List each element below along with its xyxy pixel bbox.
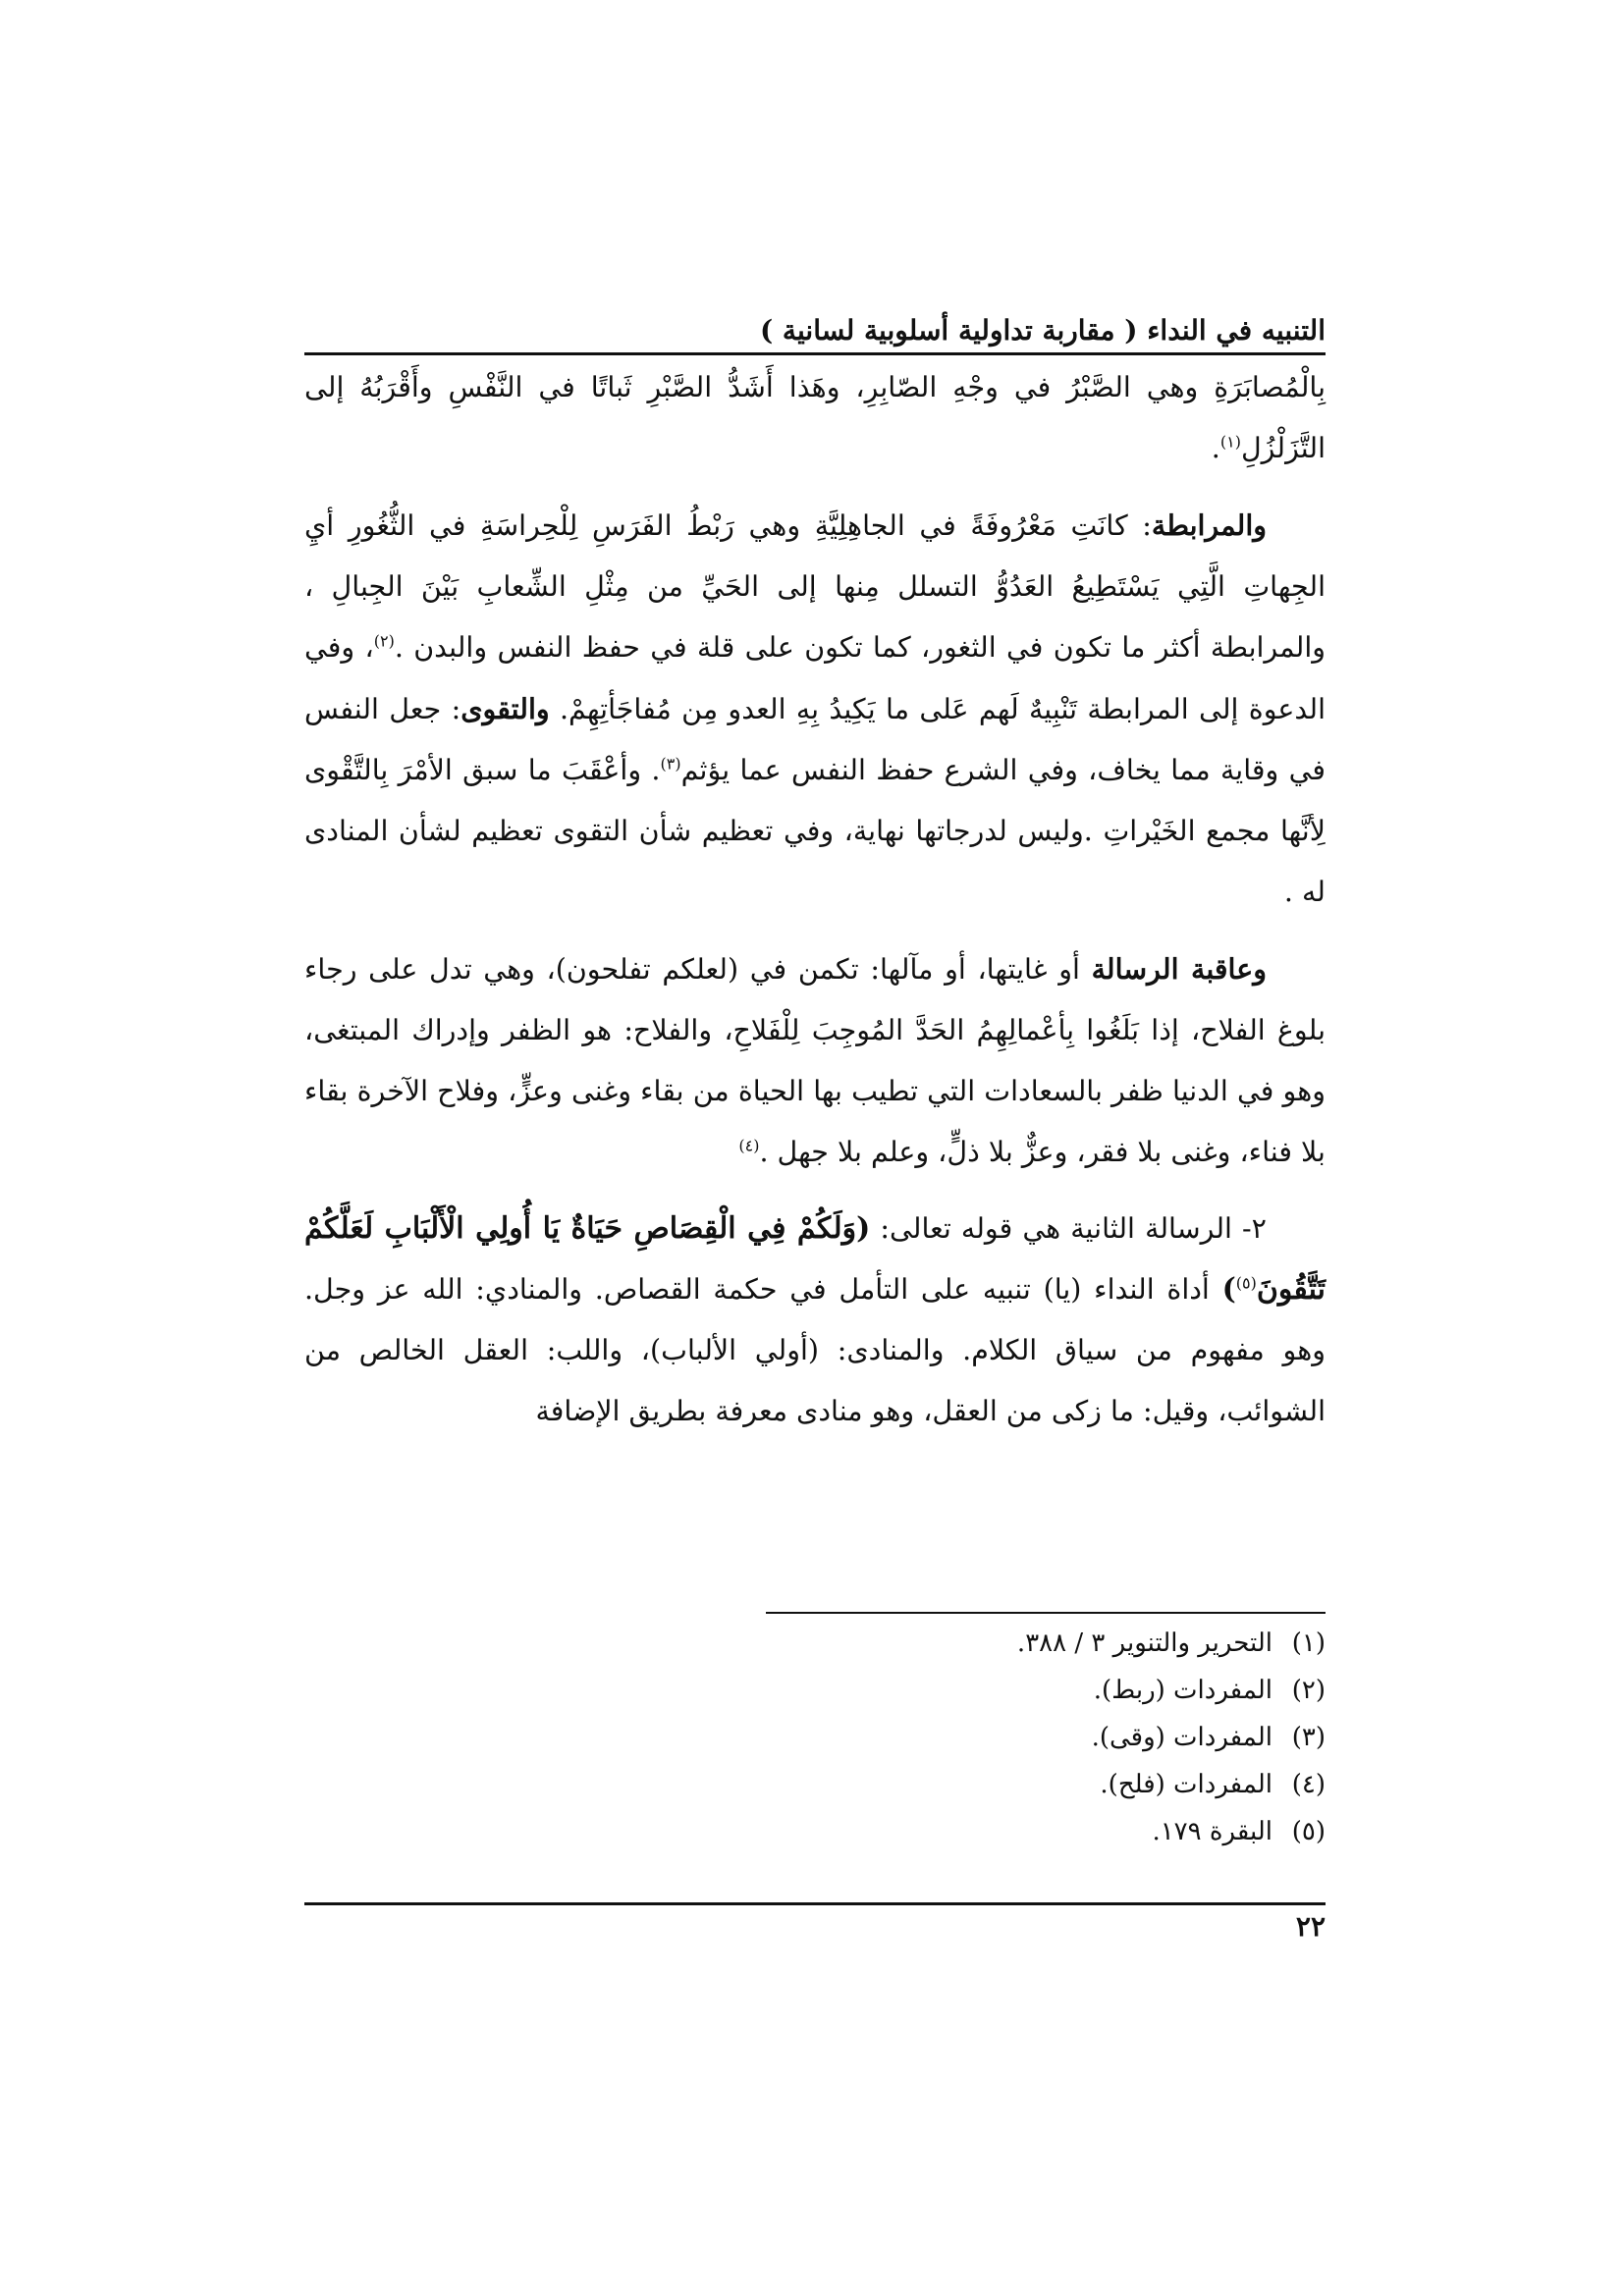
footer-rule — [304, 1902, 1326, 1905]
footnote-text: المفردات (وقى). — [1091, 1723, 1272, 1752]
footnote-number: (٥) — [1291, 1817, 1326, 1846]
page-number: ٢٢ — [1295, 1910, 1326, 1943]
footnote-ref-4[interactable]: (٤) — [738, 1136, 760, 1155]
term-murabata: والمرابطة — [1151, 508, 1267, 542]
page-content — [304, 314, 1326, 1458]
paragraph-4-text-a: الرسالة الثانية هي قوله تعالى: — [870, 1212, 1232, 1245]
footnote-number: (٣) — [1291, 1723, 1326, 1752]
paragraph-2 — [304, 495, 1326, 923]
footnote-text: البقرة ١٧٩. — [1152, 1817, 1272, 1846]
footnote-text: المفردات (فلح). — [1100, 1770, 1272, 1799]
paragraph-2-text-b: ، وفي الدعوة إلى المرابطة تَنْبِيهٌ لَهم عَلى ما يَكِيدُ بِهِ العدو مِن مُفاجَأتِهِمْ. — [304, 631, 1326, 725]
footnote-number: (١) — [1291, 1629, 1326, 1658]
footnote-item — [766, 1761, 1326, 1808]
paragraph-4-text-b: أداة النداء (يا) تنبيه على التأمل في حكمة القصاص. والمنادي: الله عز وجل. وهو مفهوم من سياق الكلام. والمنادى: (أولي الألباب)، واللب: العقل الخالص من الشوائب، وقيل: ما زكى من العقل، وهو منادى معرفة بطريق الإضافة — [304, 1273, 1326, 1427]
term-aqiba: وعاقبة الرسالة — [1091, 952, 1267, 986]
footnote-separator — [766, 1612, 1326, 1614]
footnotes — [766, 1620, 1326, 1855]
footnote-item — [766, 1808, 1326, 1855]
quran-quote: (وَلَكُمْ فِي الْقِصَاصِ حَيَاةٌ يَا أُولِي الْأَلْبَابِ لَعَلَّكُمْ تَتَّقُونَ — [304, 1211, 1326, 1307]
footnote-text: التحرير والتنوير ٣ / ٣٨٨. — [1016, 1629, 1272, 1658]
paragraph-2-text-d: . وأعْقَبَ ما سبق الأمْرَ بِالتَّقْوى لِأنَّها مجمع الخَيْراتِ .وليس لدرجاتها نهاية، وفي تعظيم شأن التقوى تعظيم لشأن المنادى له . — [304, 754, 1326, 908]
footnote-item — [766, 1714, 1326, 1761]
paragraph-4 — [304, 1199, 1326, 1442]
term-taqwa: والتقوى — [460, 692, 550, 725]
paragraph-2-text-c: : جعل النفس في وقاية مما يخاف، وفي الشرع حفظ النفس عما يؤثم — [304, 693, 1326, 786]
footnote-item — [766, 1620, 1326, 1667]
paragraph-1-end: . — [1211, 432, 1220, 464]
footnote-ref-5[interactable]: (٥) — [1235, 1273, 1257, 1293]
footnote-ref-1[interactable]: (١) — [1219, 432, 1241, 452]
running-header: التنبيه في النداء ( مقاربة تداولية أسلوبية لسانية ) — [304, 314, 1326, 355]
footnote-ref-3[interactable]: (٣) — [660, 754, 681, 774]
footnote-number: (٤) — [1291, 1770, 1326, 1799]
paragraph-2-text-a: : كانَتِ مَعْرُوفَةً في الجاهِلِيَّةِ وهي رَبْطُ الفَرَسِ لِلْحِراسَةِ في الثُّغُورِ أيِ الجِهاتِ الَّتِي يَسْتَطِيعُ العَدُوُّ التسلل مِنها إلى الحَيِّ من مِثْلِ الشِّعابِ بَيْنَ الجِبالِ ، والمرابطة أكثر ما تكون في الثغور، كما تكون على قلة في حفظ النفس والبدن . — [304, 509, 1326, 664]
footnote-number: (٢) — [1291, 1676, 1326, 1705]
paragraph-3 — [304, 938, 1326, 1183]
item-number: ٢- — [1231, 1212, 1267, 1245]
footnote-item — [766, 1667, 1326, 1714]
paragraph-1-text: بِالْمُصابَرَةِ وهي الصَّبْرُ في وجْهِ الصّابِرِ، وهَذا أَشَدُّ الصَّبْرِ ثَباتًا في النَّفْسِ وأَقْرَبُهُ إلى التَّزَلْزُلِ — [304, 371, 1326, 464]
footnote-text: المفردات (ربط). — [1093, 1676, 1272, 1705]
quran-quote-end: ) — [1221, 1272, 1236, 1307]
paragraph-3-text: أو غايتها، أو مآلها: تكمن في (لعلكم تفلحون)، وهي تدل على رجاء بلوغ الفلاح، إذا بَلَغُوا بِأعْمالِهِمُ الحَدَّ المُوجِبَ لِلْفَلاحِ، والفلاح: هو الظفر وإدراك المبتغى، وهو في الدنيا ظفر بالسعادات التي تطيب بها الحياة من بقاء وغنى وعزٍّ، وفلاح الآخرة بقاء بلا فناء، وغنى بلا فقر، وعزٌّ بلا ذلٍّ، وعلم بلا جهل . — [304, 953, 1326, 1168]
body-text — [304, 357, 1326, 1442]
footnote-ref-2[interactable]: (٢) — [373, 631, 395, 651]
paragraph-1 — [304, 357, 1326, 479]
